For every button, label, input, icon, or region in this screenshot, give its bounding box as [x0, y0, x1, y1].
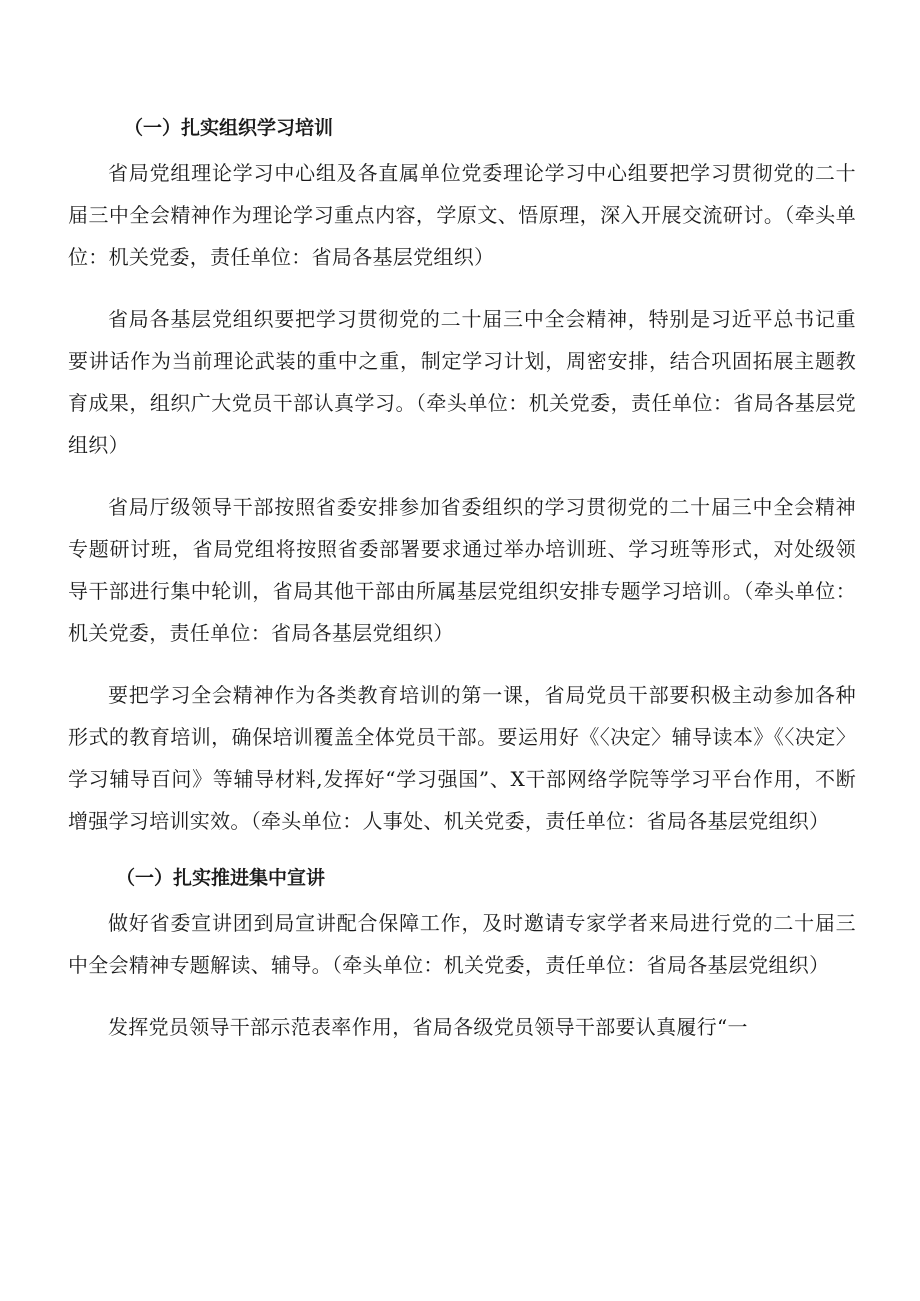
- section-heading-centralized-lectures: （一）扎实推进集中宣讲: [116, 867, 326, 889]
- paragraph: 省局厅级领导干部按照省委安排参加省委组织的学习贯彻党的二十届三中全会精神专题研讨班，省局党组将按照省委部署要求通过举办培训班、学习班等形式，对处级领导干部进行集中轮训，省局其他干部由所属基层党组织安排专题学习培训。（牵头单位：机关党委，责任单位：省局各基层党组织）: [68, 495, 856, 645]
- document-page: [68, 110, 856, 1068]
- paragraph: 省局各基层党组织要把学习贯彻党的二十届三中全会精神，特别是习近平总书记重要讲话作为当前理论武装的重中之重，制定学习计划，周密安排，结合巩固拓展主题教育成果，组织广大党员干部认真学习。（牵头单位：机关党委，责任单位：省局各基层党组织）: [68, 307, 856, 457]
- paragraph: 省局党组理论学习中心组及各直属单位党委理论学习中心组要把学习贯彻党的二十届三中全会精神作为理论学习重点内容，学原文、悟原理，深入开展交流研讨。（牵头单位：机关党委，责任单位：省局各基层党组织）: [68, 161, 856, 269]
- paragraph: 做好省委宣讲团到局宣讲配合保障工作，及时邀请专家学者来局进行党的二十届三中全会精神专题解读、辅导。（牵头单位：机关党委，责任单位：省局各基层党组织）: [68, 911, 856, 977]
- section-heading-study-training: （一）扎实组织学习培训: [124, 117, 334, 139]
- paragraph: 发挥党员领导干部示范表率作用，省局各级党员领导干部要认真履行“一: [108, 1015, 748, 1039]
- paragraph: 要把学习全会精神作为各类教育培训的第一课，省局党员干部要积极主动参加各种形式的教育培训，确保培训覆盖全体党员干部。要运用好《〈决定〉辅导读本》《〈决定〉学习辅导百问》等辅导材料,发挥好“学习强国”、X干部网络学院等学习平台作用，不断增强学习培训实效。（牵头单位：人事处、机关党委，责任单位：省局各基层党组织）: [68, 683, 856, 833]
